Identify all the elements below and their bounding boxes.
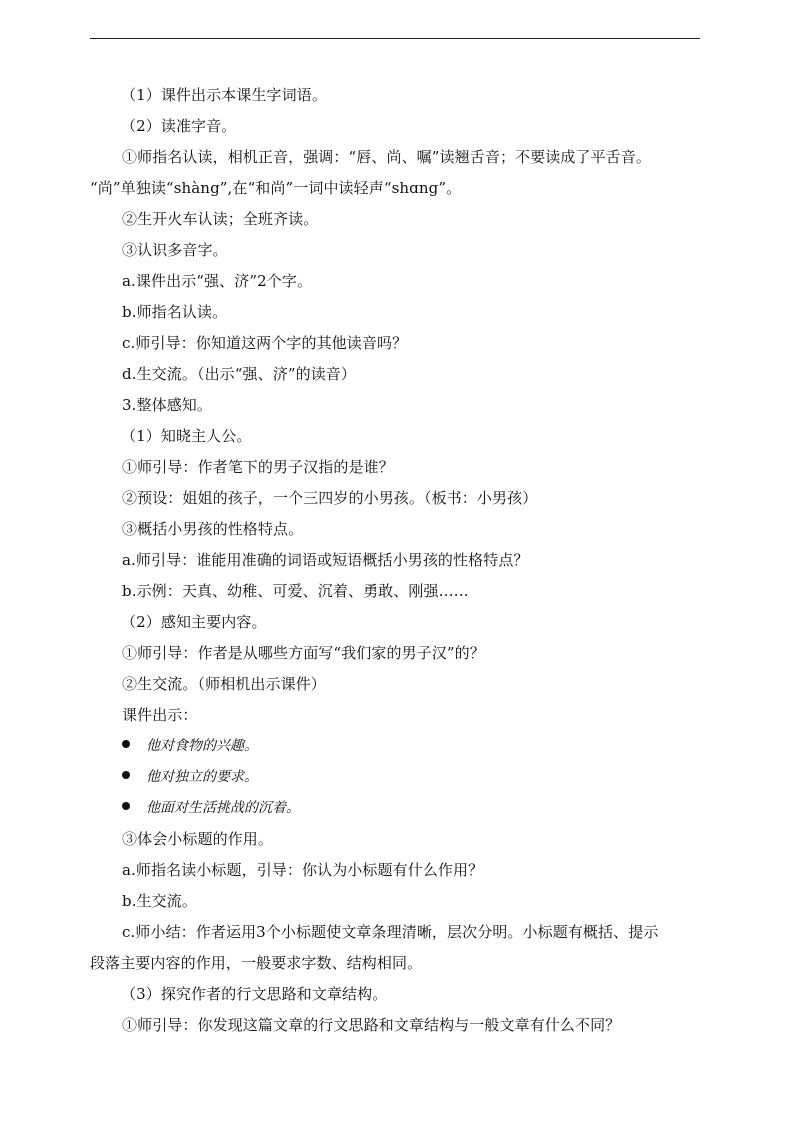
paragraph-line: （2）读准字音。 <box>121 117 237 135</box>
paragraph-line: c.师引导：你知道这两个字的其他读音吗？ <box>122 334 408 352</box>
paragraph-line: c.师小结：作者运用3个小标题使文章条理清晰，层次分明。小标题有概括、提示 <box>122 923 659 941</box>
bullet-item <box>90 762 702 793</box>
paragraph-line: ①师引导：作者是从哪些方面写“我们家的男子汉”的？ <box>122 644 485 662</box>
bullet-dot-icon <box>122 740 130 748</box>
paragraph-line: ②预设：姐姐的孩子，一个三四岁的小男孩。（板书：小男孩） <box>122 489 538 507</box>
paragraph-line: ②生交流。（师相机出示课件） <box>122 675 326 693</box>
document-body <box>90 80 702 1041</box>
paragraph-line: b.生交流。 <box>122 892 197 910</box>
bullet-dot-icon <box>122 771 130 779</box>
paragraph-line: a.课件出示“强、济”2个字。 <box>122 272 313 290</box>
paragraph-line: “尚”单独读“shàng”,在“和尚”一词中读轻声“shɑng”。 <box>90 179 462 197</box>
paragraph-line: 段落主要内容的作用，一般要求字数、结构相同。 <box>90 954 423 972</box>
paragraph-line: ①师指名认读，相机正音，强调：“唇、尚、嘱”读翘舌音；不要读成了平舌音。 <box>122 148 651 166</box>
bullet-dot-icon <box>122 802 130 810</box>
paragraph-line: （3）探究作者的行文思路和文章结构。 <box>121 985 388 1003</box>
paragraph-line: ③体会小标题的作用。 <box>122 830 274 848</box>
header-rule <box>90 38 700 39</box>
bullet-text: 他面对生活挑战的沉着。 <box>146 800 300 816</box>
paragraph-line: （1）课件出示本课生字词语。 <box>121 86 327 104</box>
bullet-item <box>90 731 702 762</box>
paragraph-line: a.师指名读小标题，引导：你认为小标题有什么作用？ <box>122 861 484 879</box>
paragraph-line: ①师引导：作者笔下的男子汉指的是谁？ <box>122 458 394 476</box>
paragraph-line: （2）感知主要内容。 <box>121 613 267 631</box>
paragraph-line: 3.整体感知。 <box>122 396 213 414</box>
bullet-text: 他对独立的要求。 <box>146 769 258 785</box>
paragraph-line: ③概括小男孩的性格特点。 <box>122 520 304 538</box>
paragraph-line: ③认识多音字。 <box>122 241 228 259</box>
bullet-text: 他对食物的兴趣。 <box>146 738 258 754</box>
paragraph-line: 课件出示： <box>122 706 198 724</box>
paragraph-line: b.示例：天真、幼稚、可爱、沉着、勇敢、刚强…… <box>122 582 469 600</box>
paragraph-line: （1）知晓主人公。 <box>121 427 252 445</box>
paragraph-line: a.师引导：谁能用准确的词语或短语概括小男孩的性格特点？ <box>122 551 529 569</box>
paragraph-line: d.生交流。（出示“强、济”的读音） <box>122 365 357 383</box>
paragraph-line: b.师指名认读。 <box>122 303 228 321</box>
bullet-item <box>90 793 702 824</box>
paragraph-line: ②生开火车认读；全班齐读。 <box>122 210 319 228</box>
paragraph-line: ①师引导：你发现这篇文章的行文思路和文章结构与一般文章有什么不同？ <box>122 1016 621 1034</box>
